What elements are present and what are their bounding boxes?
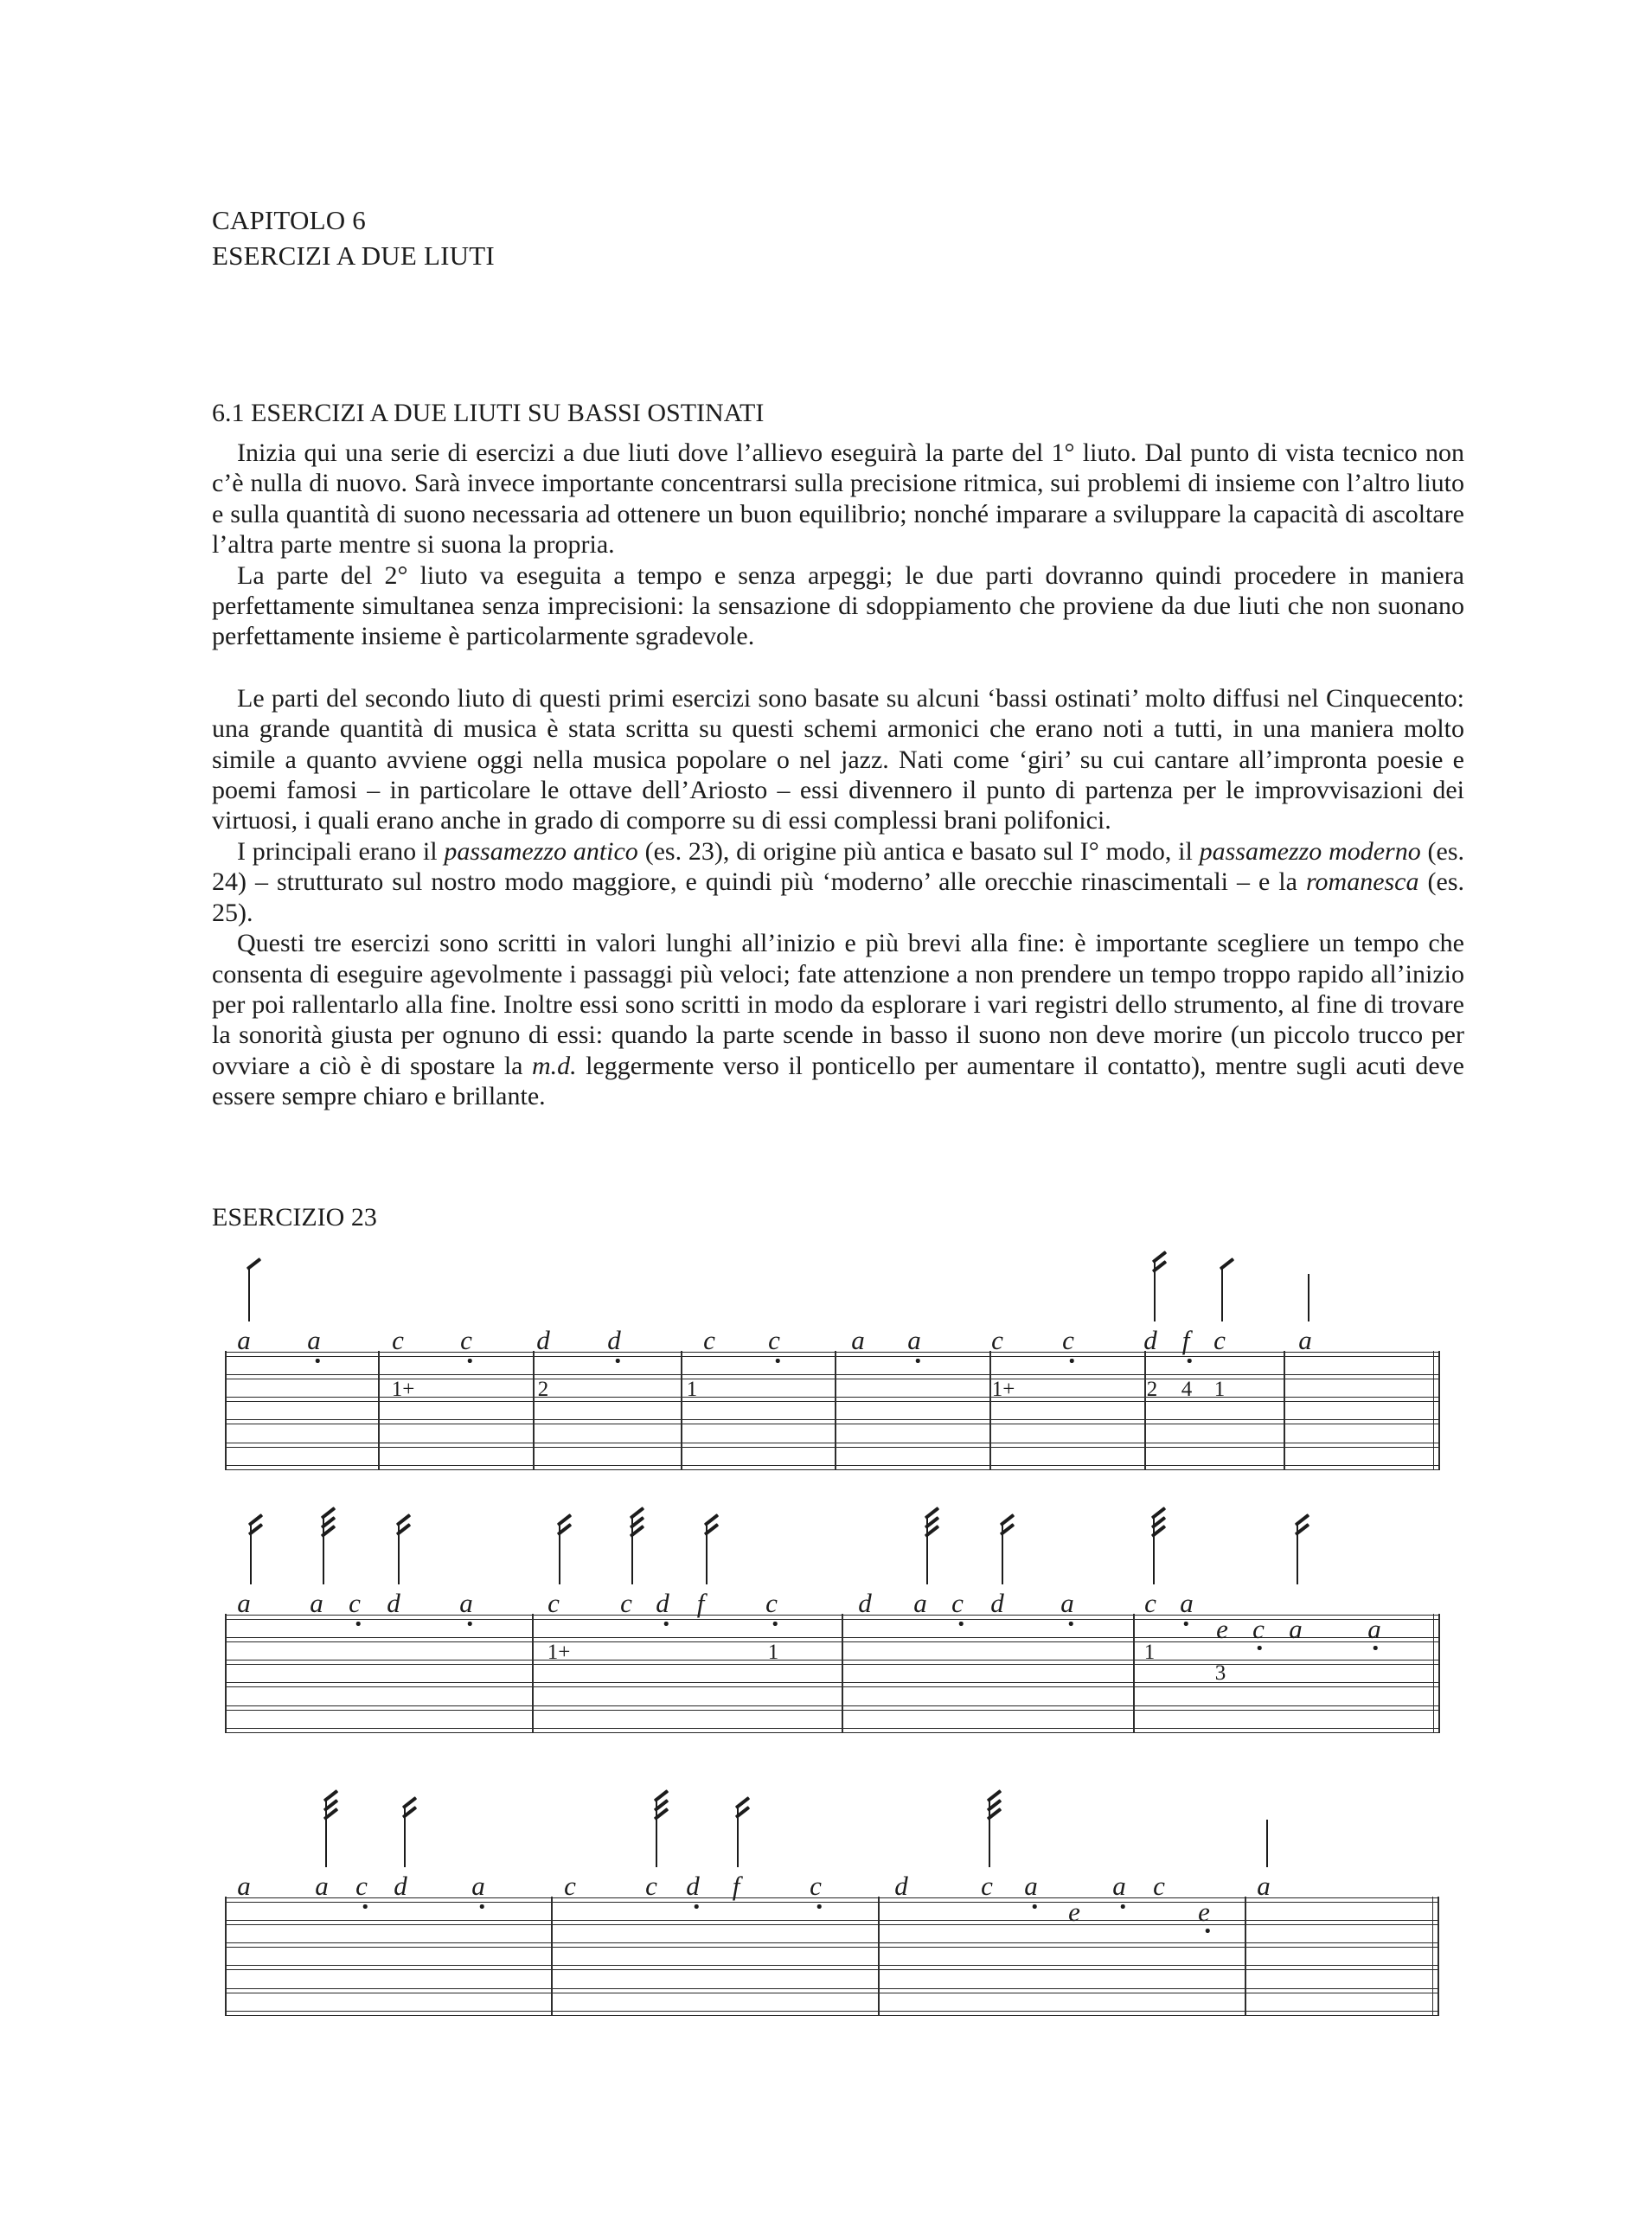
tab-letter: c	[1062, 1325, 1074, 1355]
text-run: (es. 24) – strutturato sul nostro modo maggiore, e quindi più ‘moderno’ alle orecchie rinascimentali – e la	[212, 836, 1464, 897]
tab-letter: c	[703, 1325, 715, 1355]
text-run: (es. 23), di origine più antica e basato sul I° modo, il	[637, 836, 1200, 866]
tab-letter: c	[1144, 1588, 1156, 1618]
course-number: 1+	[391, 1378, 415, 1401]
staff-line	[225, 1710, 1440, 1711]
tab-letter: f	[1181, 1325, 1190, 1355]
tab-letter-inner-voice: e	[1068, 1897, 1080, 1927]
tab-letter: d	[990, 1588, 1004, 1618]
tab-letter: c	[392, 1325, 404, 1355]
tab-letter: c	[951, 1588, 964, 1618]
barline	[225, 1351, 227, 1470]
rhythm-sign-flag	[247, 1257, 261, 1270]
tab-letter: a	[1024, 1871, 1038, 1901]
italic-term: passamezzo moderno	[1199, 836, 1421, 866]
tab-letter: d	[387, 1588, 400, 1618]
tab-letter: a	[1060, 1588, 1074, 1618]
staff-line	[225, 1356, 1440, 1357]
final-barline	[1437, 1897, 1439, 2016]
fingering-dot	[664, 1622, 669, 1626]
rhythm-sign-flag	[1220, 1257, 1234, 1270]
fingering-dot	[1258, 1646, 1262, 1650]
tab-letter: d	[1143, 1325, 1157, 1355]
tab-letter: a	[315, 1871, 329, 1901]
staff-line	[225, 1969, 1439, 1970]
barline	[842, 1614, 843, 1733]
barline	[878, 1897, 880, 2016]
staff-line	[225, 1965, 1439, 1966]
rhythm-sign-stem	[1221, 1267, 1223, 1321]
course-number: 1	[1143, 1641, 1156, 1664]
staff-line	[225, 1920, 1439, 1921]
barline	[989, 1351, 991, 1470]
tab-letter: c	[460, 1325, 472, 1355]
course-number: 1+	[547, 1641, 571, 1664]
staff-line	[225, 1352, 1440, 1353]
fingering-dot	[1188, 1359, 1192, 1363]
staff-line	[225, 1988, 1439, 1989]
fingering-dot	[817, 1904, 822, 1909]
tab-letter-inner-voice: a	[1367, 1614, 1381, 1644]
staff-line	[225, 1465, 1440, 1466]
final-barline	[1433, 1351, 1434, 1470]
staff-line	[225, 1728, 1440, 1729]
tab-letter: d	[894, 1871, 908, 1901]
text-run: Le parti del secondo liuto di questi primi esercizi sono basate su alcuni ‘bassi ostinati’ molto diffusi nel Cinquecento: una grande quantità di musica è stata scritta su questi schemi armonici che erano noti a tutti, in una maniera molto simile a quanto avviene oggi nella musica popolare o nel jazz. Nati come ‘giri’ su cui cantare all’impronta poesie e poemi famosi – in particolare le ottave dell’Ariosto – essi divennero il punto di partenza per le improvvisazioni dei virtuosi, i quali erano anche in grado di comporre su di essi complessi brani polifonici.	[212, 683, 1464, 835]
italic-term: m.d.	[531, 1051, 577, 1080]
fingering-dot	[616, 1359, 620, 1363]
tab-letter: d	[656, 1588, 669, 1618]
staff-line	[225, 1732, 1440, 1733]
staff-line	[225, 2011, 1439, 2012]
barline	[1133, 1614, 1135, 1733]
staff-line	[225, 1447, 1440, 1448]
barline	[835, 1351, 836, 1470]
tab-letter: c	[981, 1871, 993, 1901]
staff-line	[225, 1902, 1439, 1903]
tab-letter: a	[307, 1325, 321, 1355]
final-barline	[1433, 1614, 1434, 1733]
tab-letter: a	[1257, 1871, 1271, 1901]
rhythm-sign-stem	[248, 1267, 250, 1321]
fingering-dot	[695, 1904, 699, 1909]
staff-line	[225, 1947, 1439, 1948]
fingering-dot	[916, 1359, 920, 1363]
tab-letter: c	[1213, 1325, 1226, 1355]
tab-letter: a	[310, 1588, 323, 1618]
tab-letter: c	[765, 1588, 778, 1618]
tab-letter: a	[237, 1588, 251, 1618]
tab-letter: c	[768, 1325, 780, 1355]
tab-letter: a	[907, 1325, 921, 1355]
barline	[378, 1351, 380, 1470]
text-run: leggermente verso il ponticello per aumentare il contatto), mentre sugli acuti deve essere sempre chiaro e brillante.	[212, 1051, 1465, 1111]
tab-letter: c	[620, 1588, 632, 1618]
fingering-dot	[1184, 1622, 1188, 1626]
text-run: (es. 25).	[212, 867, 1464, 927]
text-run: Questi tre esercizi sono scritti in valori lunghi all’inizio e più brevi alla fine: è importante scegliere un tempo che consenta di eseguire agevolmente i passaggi più veloci; fate attenzione a non prendere un tempo troppo rapido all’inizio per poi rallentarlo alla fine. Inoltre essi sono scritti in modo da esplorare i vari registri dello strumento, al fine di trovare la sonorità giusta per ognuno di essi: quando la parte scende in basso il suono non deve morire (un piccolo trucco per ovviare a ciò è di spostare la	[212, 929, 1464, 1080]
fingering-dot	[1070, 1359, 1074, 1363]
tab-letter: a	[237, 1871, 251, 1901]
course-number: 1	[767, 1641, 779, 1664]
fingering-dot	[316, 1359, 320, 1363]
tab-letter: f	[732, 1871, 740, 1901]
tab-letter-inner-voice: e	[1198, 1897, 1210, 1927]
text-run: I principali erano il	[237, 836, 445, 866]
tab-letter: d	[536, 1325, 550, 1355]
final-barline	[1438, 1351, 1440, 1470]
exercise-label: ESERCIZIO 23	[212, 1203, 377, 1232]
tab-letter-inner-voice: c	[1252, 1614, 1265, 1644]
tab-letter: c	[810, 1871, 822, 1901]
fingering-dot	[1033, 1904, 1037, 1909]
barline	[532, 1614, 534, 1733]
chapter-number: CAPITOLO 6	[212, 205, 366, 235]
tab-letter: a	[1298, 1325, 1312, 1355]
tab-letter: c	[355, 1871, 368, 1901]
fingering-dot	[1121, 1904, 1125, 1909]
tab-letter: c	[991, 1325, 1003, 1355]
barline	[681, 1351, 682, 1470]
fingering-dot	[773, 1622, 778, 1626]
staff-line	[225, 1419, 1440, 1420]
barline	[533, 1351, 535, 1470]
italic-term: romanesca	[1305, 867, 1419, 897]
barline	[225, 1614, 227, 1733]
fingering-dot	[776, 1359, 780, 1363]
tab-letter: d	[607, 1325, 621, 1355]
staff-line	[225, 2015, 1439, 2016]
staff-line	[225, 1664, 1440, 1665]
fingering-dot	[959, 1622, 964, 1626]
course-number: 1+	[991, 1378, 1015, 1401]
final-barline	[1438, 1614, 1440, 1733]
tab-letter: d	[858, 1588, 872, 1618]
fingering-dot	[468, 1359, 472, 1363]
staff-line	[225, 1942, 1439, 1943]
tab-letter: c	[645, 1871, 657, 1901]
rhythm-sign-stem	[1266, 1820, 1268, 1867]
fingering-dot	[1373, 1646, 1378, 1650]
italic-term: passamezzo antico	[444, 836, 638, 866]
tab-letter: a	[913, 1588, 927, 1618]
course-number: 1	[686, 1378, 698, 1401]
course-number: 2	[1146, 1378, 1158, 1401]
fingering-dot	[480, 1904, 484, 1909]
barline	[225, 1897, 227, 2016]
tab-letter: c	[547, 1588, 560, 1618]
final-barline	[1432, 1897, 1433, 2016]
text-run: La parte del 2° liuto va eseguita a tempo e senza arpeggi; le due parti dovranno quindi procedere in maniera perfettamente simultanea senza imprecisioni: la sensazione di sdoppiamento che proviene da due liuti che non suonano perfettamente insieme è particolarmente sgradevole.	[212, 560, 1464, 651]
tab-letter: a	[471, 1871, 485, 1901]
barline	[1245, 1897, 1246, 2016]
staff-line	[225, 1705, 1440, 1706]
tab-letter: a	[1112, 1871, 1126, 1901]
course-number: 1	[1213, 1378, 1226, 1401]
barline	[1144, 1351, 1146, 1470]
barline	[1284, 1351, 1285, 1470]
fingering-dot	[363, 1904, 368, 1909]
chapter-title: ESERCIZI A DUE LIUTI	[212, 240, 495, 271]
rhythm-sign-stem	[1308, 1274, 1309, 1321]
tab-letter: a	[851, 1325, 865, 1355]
tab-letter: a	[1180, 1588, 1194, 1618]
fingering-dot	[468, 1622, 472, 1626]
staff-line	[225, 1682, 1440, 1683]
tab-letter: c	[349, 1588, 361, 1618]
fingering-dot	[1069, 1622, 1073, 1626]
tab-letter: f	[696, 1588, 705, 1618]
staff-line	[225, 1469, 1440, 1470]
course-number: 2	[537, 1378, 549, 1401]
text-run: Inizia qui una serie di esercizi a due liuti dove l’allievo eseguirà la parte del 1° liuto. Dal punto di vista tecnico non c’è nulla di nuovo. Sarà invece importante concentrarsi sulla precisione ritmica, sui problemi di insieme con l’altro liuto e sulla quantità di suono necessaria ad ottenere un buon equilibrio; nonché imparare a sviluppare la capacità di ascoltare l’altra parte mentre si suona la propria.	[212, 438, 1464, 560]
barline	[551, 1897, 553, 2016]
tab-letter-inner-voice: a	[1289, 1614, 1303, 1644]
staff-line	[225, 1686, 1440, 1687]
fingering-dot	[1206, 1929, 1210, 1933]
section-heading: 6.1 ESERCIZI A DUE LIUTI SU BASSI OSTINATI	[212, 399, 765, 427]
tab-letter-inner-voice: e	[1216, 1614, 1228, 1644]
tab-letter: a	[459, 1588, 473, 1618]
course-number: 3	[1214, 1661, 1226, 1685]
staff-line	[225, 1374, 1440, 1375]
fingering-dot	[356, 1622, 361, 1626]
staff-line	[225, 1924, 1439, 1925]
tab-letter: c	[1153, 1871, 1165, 1901]
tab-letter: c	[564, 1871, 576, 1901]
tab-letter: a	[237, 1325, 251, 1355]
course-number: 4	[1181, 1378, 1193, 1401]
tab-letter: d	[394, 1871, 407, 1901]
tab-letter: d	[686, 1871, 700, 1901]
